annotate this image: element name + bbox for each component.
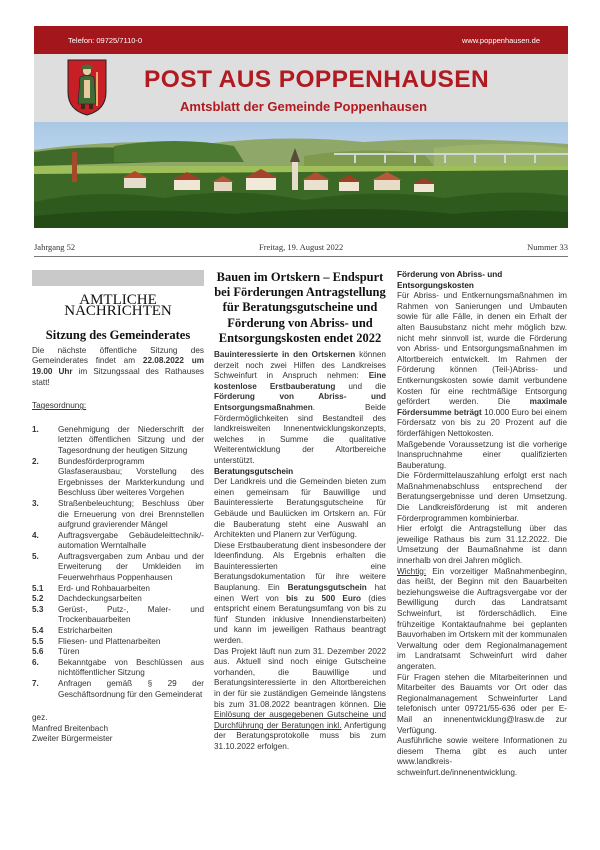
agenda-item: [32, 499, 204, 531]
agenda-item-number: 5.: [32, 551, 39, 561]
village-photo: [34, 122, 568, 228]
agenda-item-text: Dachdeckungsarbeiten: [58, 594, 142, 604]
funding-paragraph-4: Hier erfolgt die Antragstellung über das jeweilige Rathaus bis zum 31.12.2022. Die Umsetzung der Baumaßnahme ist dann innerhalb von drei Jahren möglich.: [397, 524, 567, 566]
issue-number: Nummer 33: [527, 242, 568, 252]
agenda-item-number: 4.: [32, 530, 39, 540]
agenda-item-number: 5.2: [32, 594, 44, 604]
agenda-item-number: 5.3: [32, 604, 44, 614]
newspaper-subtitle: Amtsblatt der Gemeinde Poppenhausen: [180, 99, 428, 114]
agenda-item: [32, 457, 204, 499]
agenda-item-text: Anfragen gemäß § 29 der Geschäftsordnung für den Gemeinderat: [58, 679, 204, 699]
agenda-item: [32, 679, 204, 700]
article-headline: Bauen im Ortskern – Endspurt bei Förderungen Antragstellung für Beratungsgutscheine und Förderung von Abriss- und Entsorgungskosten endet 2022: [214, 270, 386, 345]
header-divider: [34, 256, 568, 257]
agenda-item: [32, 584, 204, 595]
header-phone: Telefon: 09725/7110-0: [68, 35, 143, 45]
agenda-item: [32, 531, 204, 552]
voucher-paragraph-3: Das Projekt läuft nun zum 31. Dezember 2022 aus. Aktuell sind noch einige Gutscheine vorhanden, die Bauwillige und Beratungsinteressierte in den Altortbereichen in der für sie zuständigen Gemeinde längstens bis zum 31.08.2022 beantragen können. Die Einlösung der ausgegebenen Gutscheine und Durchführung der Beratungen inkl. Anfertigung der Beratungsprotokolle muss bis zum 31.10.2022 erfolgen.: [214, 646, 386, 751]
funding-paragraph-6: Für Fragen stehen die Mitarbeiterinnen und Mitarbeiter des Bauamts vor Ort oder das Regionalmanagement Schweinfurter Land telefonisch unter 09721/55-636 oder per E-Mail an innenentwicklung@lrasw.de zur Verfügung.: [397, 672, 567, 735]
agenda-label: Tagesordnung:: [32, 401, 87, 411]
agenda-item: [32, 658, 204, 679]
voucher-paragraph-1: Der Landkreis und die Gemeinden bieten zum einen gemeinsam für Bauwillige und Bauinteressierte Beratungsgutscheine für Gebäude und Baulücken im Ortskern an. Für die Bauberatung steht eine Auswahl an Architekten und Planern zur Verfügung.: [214, 477, 386, 540]
article-lead: Bauinteressierte in den Ortskernen können derzeit noch zwei Hilfen des Landkreises Schweinfurt in Anspruch nehmen: Eine kostenlose Erstbauberatung und die Förderung von Abriss- und Entsorgungsmaßnahmen. Beide Fördermöglichkeiten sind Bestandteil des landkreisweiten Innenentwicklungskonzepts, welches in Summe die qualitative Weiterentwicklung der Altortbereiche unterstützt.: [214, 350, 386, 465]
funding-paragraph-2: Maßgebende Voraussetzung ist die vorherige Inanspruchnahme einer qualifizierten Bauberatung.: [397, 439, 567, 470]
funding-paragraph-5: Wichtig: Ein vorzeitiger Maßnahmenbeginn, das heißt, der Beginn mit den Bauarbeiten beziehungsweise die Auftragsvergabe vor der Bewilligung durch das Landratsamt Schweinfurt, ist förderschädlich. Eine frühzeitige Kontaktaufnahme bei geplanten Bauvorhaben im Ortskern mit der kommunalen Verwaltung oder dem Regionalmanagement im Landratsamt Schweinfurt wird daher angeraten.: [397, 566, 567, 671]
issue-info: [34, 242, 568, 252]
agenda-item: [32, 605, 204, 626]
agenda-item-text: Auftragsvergaben zum Anbau und der Erweiterung der Umkleiden im Feuerwehrhaus Poppenhausen: [58, 551, 204, 583]
council-heading: Sitzung des Gemeinderates: [45, 328, 191, 343]
agenda-item-number: 5.4: [32, 626, 44, 636]
funding-paragraph-7: Ausführliche sowie weitere Informationen zu diesem Thema gibt es auch unter www.landkreis-schweinfurt.de/innenentwicklung.: [397, 736, 567, 777]
agenda-item-text: Estricharbeiten: [58, 626, 113, 636]
agenda-item-number: 1.: [32, 424, 39, 434]
agenda-item-number: 6.: [32, 657, 39, 667]
agenda-item: [32, 594, 204, 605]
agenda-item-number: 2.: [32, 456, 39, 466]
masthead: [34, 54, 568, 122]
agenda-item: [32, 647, 204, 658]
agenda-item-text: Türen: [58, 647, 80, 657]
header-website[interactable]: www.poppenhausen.de: [462, 35, 540, 45]
agenda-item: [32, 425, 204, 457]
agenda-item-number: 5.5: [32, 636, 44, 646]
issue-date: Freitag, 19. August 2022: [259, 242, 344, 252]
agenda-item-text: Auftragsvergabe Gebäudeleittechnik/-automation Werntalhalle: [58, 530, 204, 551]
signature: gez. Manfred Breitenbach Zweiter Bürgermeister: [32, 713, 113, 744]
column-official-news: [32, 270, 204, 745]
agenda-item-text: Fliesen- und Plattenarbeiten: [58, 636, 161, 646]
agenda-item-text: Genehmigung der Niederschrift der letzten öffentlichen Sitzung und der Tagesordnung der heutigen Sitzung: [58, 424, 204, 455]
header-bar: [34, 26, 568, 54]
column-building-article: [214, 270, 386, 753]
agenda-item-number: 7.: [32, 679, 39, 688]
agenda-item-number: 5.1: [32, 583, 44, 593]
column-funding: [397, 270, 567, 779]
funding-heading: Förderung von Abriss- und Entsorgungskosten: [397, 270, 503, 290]
agenda-item-text: Bundesförderprogramm Glasfaserausbau; Vorstellung des Ergebnisses der Markterkundung und Beschluss über weiteres Vorgehen: [58, 456, 204, 498]
agenda-item-text: Gerüst-, Putz-, Maler- und Trockenbauarbeiten: [58, 604, 204, 625]
council-intro: Die nächste öffentliche Sitzung des Gemeinderates findet am 22.08.2022 um 19.00 Uhr im Sitzungssaal des Rathauses statt!: [32, 345, 204, 387]
voucher-heading: Beratungsgutschein: [214, 466, 294, 476]
voucher-paragraph-2: Diese Erstbauberatung dient insbesondere der Ideenfindung. Als Ergebnis erhalten die Bauinteressierten eine Beratungsdokumentation für ihre weitere Bauplanung. Ein Beratungsgutschein hat einen Wert von bis zu 500 Euro (dies entspricht einem Beratungsumfang von bis zu fünf Stunden inklusive Innendienstarbeiten) und kann im jeweiligen Rathaus beantragt werden.: [214, 540, 386, 646]
funding-paragraph-3: Die Fördermittelauszahlung erfolgt erst nach Maßnahmenabschluss entsprechend der Beratungsergebnisse und deren Umsetzung. Die Landkreisförderung ist mit anderen Förderprogrammen kombinierbar.: [397, 471, 567, 523]
coat-of-arms-icon: [66, 58, 108, 116]
agenda-item-text: Erd- und Rohbauarbeiten: [58, 583, 150, 593]
agenda-item-text: Bekanntgabe von Beschlüssen aus nichtöffentlicher Sitzung: [58, 657, 204, 678]
agenda-list: [32, 425, 204, 700]
agenda-item: [32, 552, 204, 584]
section-bar: [32, 270, 204, 286]
newspaper-title: POST AUS POPPENHAUSEN: [144, 66, 490, 93]
section-title: AMTLICHE NACHRICHTEN: [64, 292, 172, 319]
funding-paragraph-1: Für Abriss- und Entkernungsmaßnahmen im Rahmen von Sanierungen und Umbauten sowie für alle Fälle, in denen ein Erhalt der alten Bausubstanz nicht mehr möglich bzw. nicht mehr sinnvoll ist, wurde die Förderung von Abriss- und Entsorgungsmaßnahmen im Altortbereich entwickelt. Im Rahmen der Förderung können (Teil-)Abriss- und Entkernungskosten sowie damit verbundene Kosten für eine rechtmäßige Entsorgung gefördert werden. Die maximale Fördersumme beträgt 10.000 Euro bei einem Fördersatz von bis zu 20 Prozent auf die förderfähigen Nettokosten.: [397, 291, 567, 438]
agenda-item-number: 5.6: [32, 647, 44, 657]
agenda-item: [32, 637, 204, 648]
agenda-item-text: Straßenbeleuchtung; Beschluss über die Erneuerung von drei Brennstellen aufgrund gravierender Mängel: [58, 498, 204, 530]
agenda-item-number: 3.: [32, 498, 39, 508]
agenda-item: [32, 626, 204, 637]
issue-volume: Jahrgang 52: [34, 242, 76, 252]
